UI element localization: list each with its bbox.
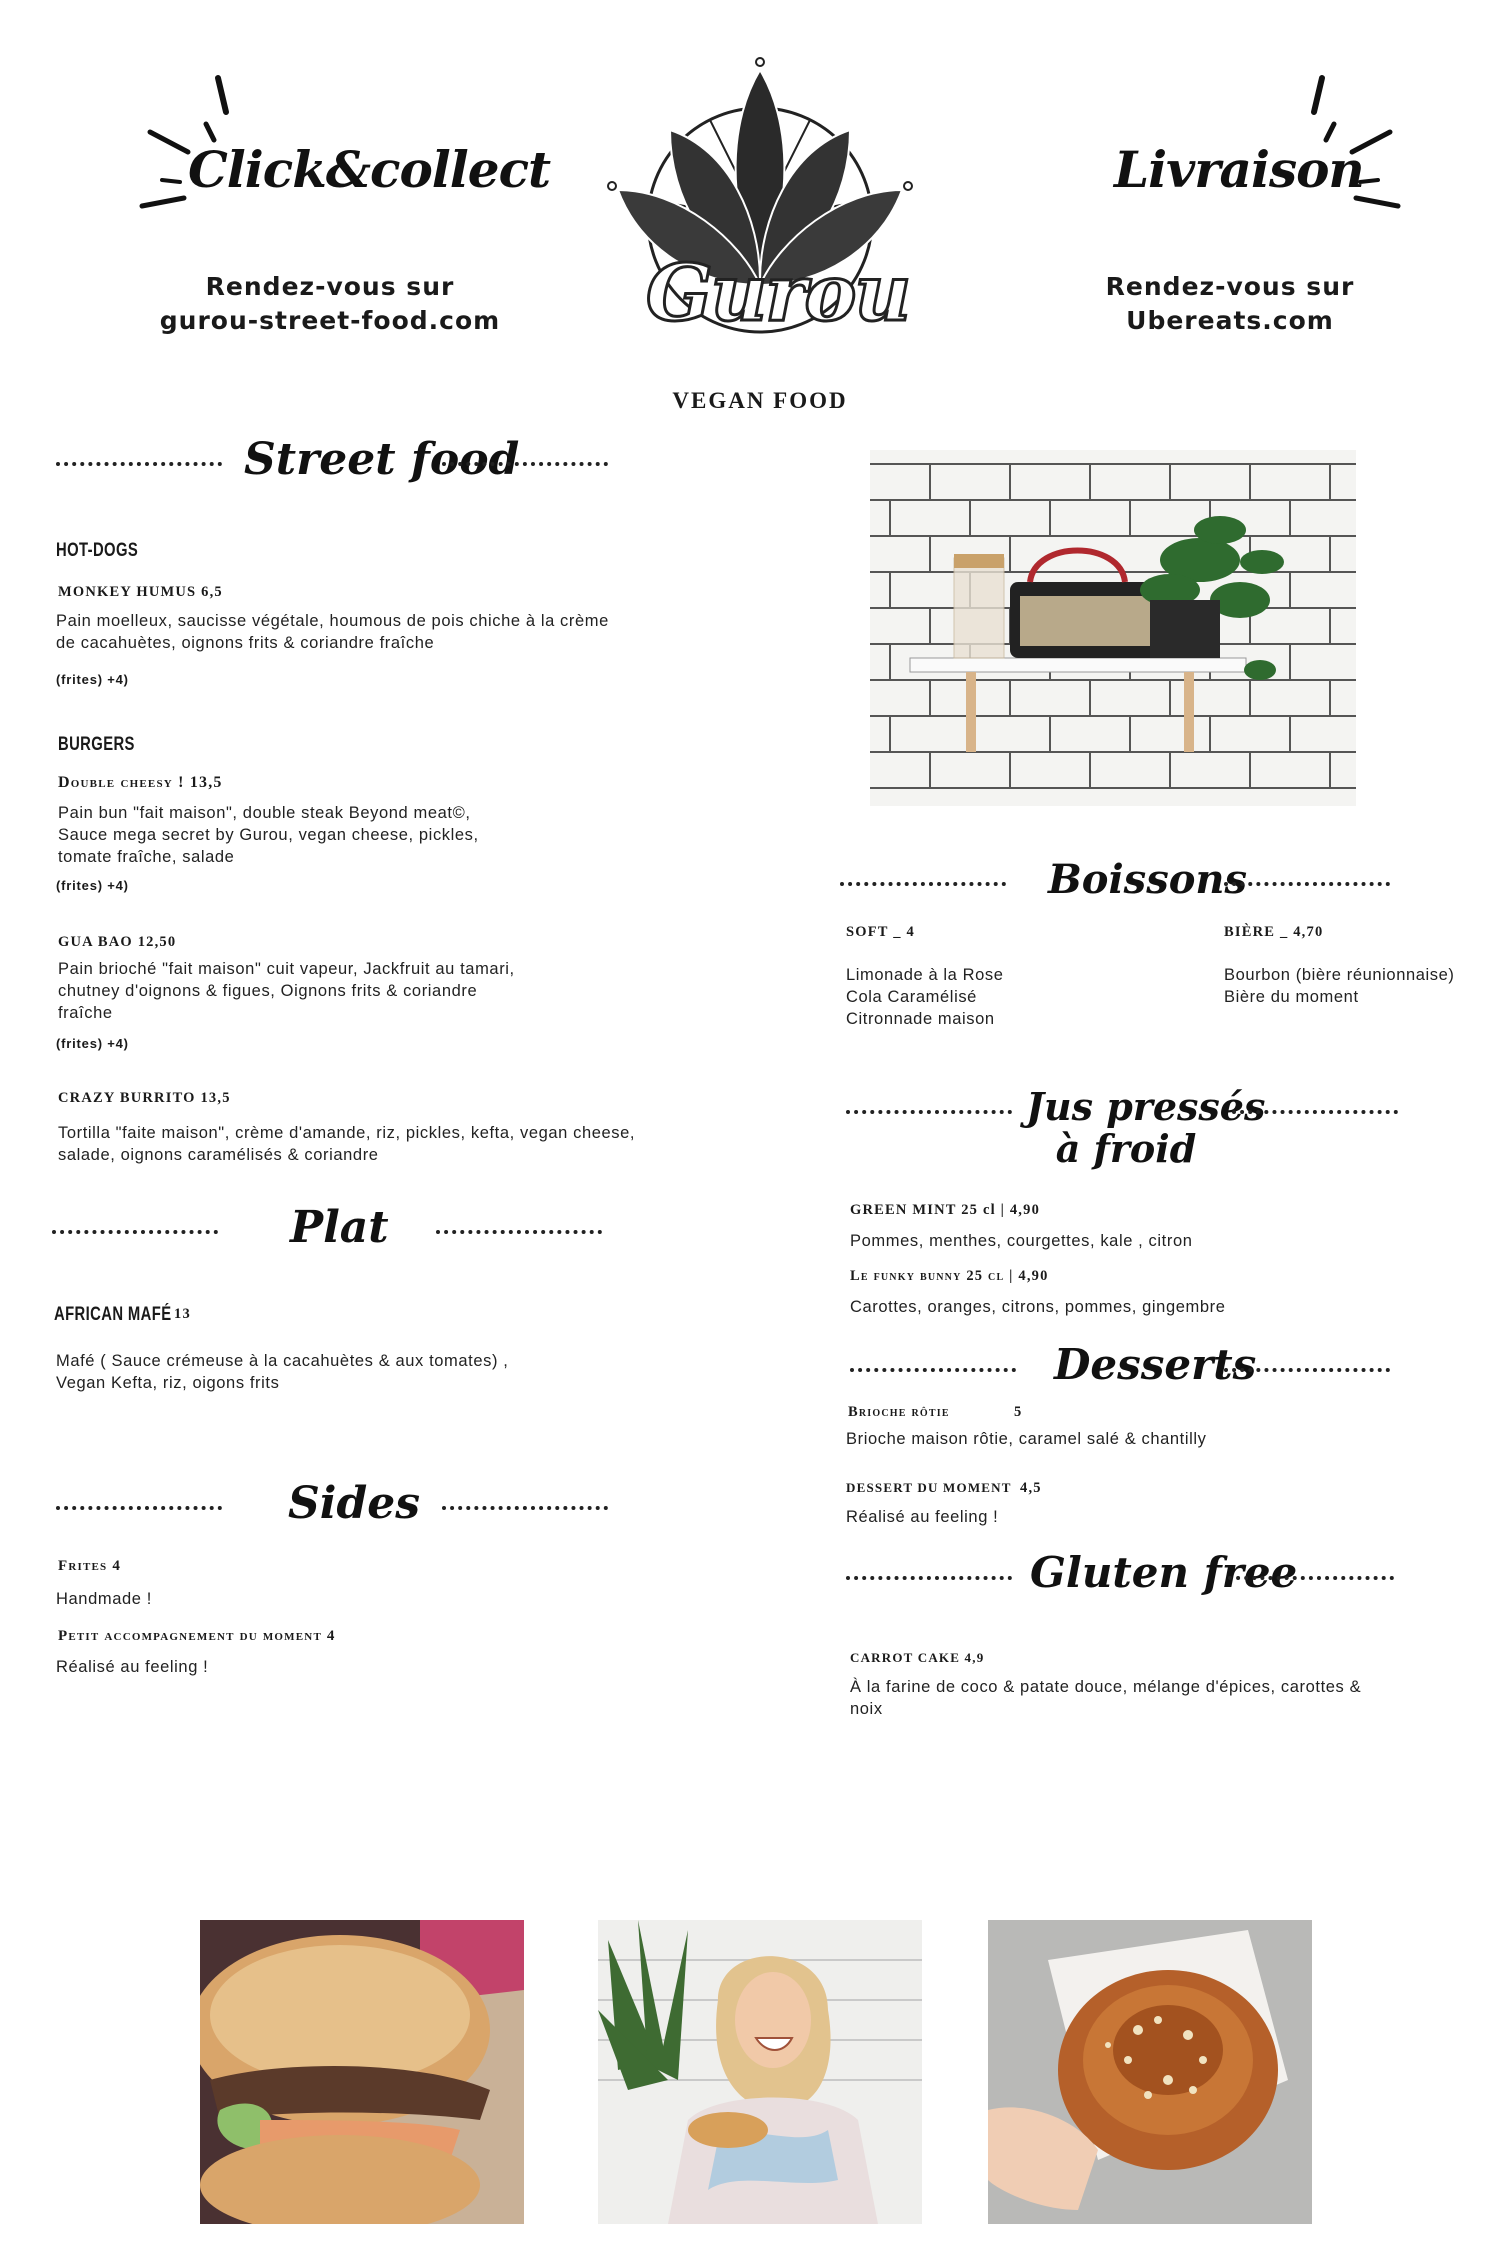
- burger-photo: [200, 1920, 524, 2224]
- tiles-pattern: [870, 450, 1356, 806]
- item-description: Pommes, menthes, courgettes, kale , citron: [850, 1232, 1193, 1250]
- soft-list: Limonade à la Rose Cola Caramélisé Citronnade maison: [846, 966, 1004, 1028]
- divider-dots: [850, 1368, 1016, 1372]
- divider-dots: [846, 1110, 1012, 1114]
- section-title-boissons: Boissons: [1048, 856, 1248, 903]
- item-note: (frites) +4): [56, 672, 129, 687]
- divider-dots: [846, 1576, 1012, 1580]
- section-title-sides: Sides: [288, 1478, 421, 1529]
- brioche-photo: [988, 1920, 1312, 2224]
- burger-illustration: [200, 1920, 524, 2224]
- item-description: Handmade !: [56, 1590, 152, 1608]
- click-collect-block: [130, 60, 551, 350]
- item-description: Mafé ( Sauce crémeuse à la cacahuètes & aux tomates) , Vegan Kefta, riz, oigons frits: [56, 1352, 509, 1392]
- item-description: À la farine de coco & patate douce, mélange d'épices, carottes & noix: [850, 1678, 1362, 1718]
- shelf-photo: [870, 450, 1356, 806]
- divider-dots: [436, 1230, 602, 1234]
- divider-dots: [1224, 882, 1390, 886]
- item-brioche-rotie: Brioche rôtie: [848, 1404, 950, 1420]
- item-african-mafe: AFRICAN MAFÉ: [54, 1304, 172, 1325]
- item-gua-bao: GUA BAO 12,50: [58, 934, 177, 950]
- livraison-text: Rendez-vous sur Ubereats.com: [1105, 272, 1355, 335]
- livraison-block: [1030, 60, 1430, 350]
- divider-dots: [1224, 1368, 1390, 1372]
- item-frites: Frites 4: [58, 1558, 122, 1574]
- brioche-illustration: [988, 1920, 1312, 2224]
- section-title-street-food: Street food: [244, 434, 520, 485]
- section-title-plat: Plat: [290, 1202, 389, 1253]
- divider-dots: [56, 1506, 222, 1510]
- divider-dots: [442, 462, 608, 466]
- item-price: 13: [174, 1306, 191, 1322]
- woman-illustration: [598, 1920, 922, 2224]
- item-dessert-du-moment: DESSERT DU MOMENT: [846, 1480, 1012, 1495]
- item-petit-accompagnement: Petit accompagnement du moment 4: [58, 1628, 336, 1644]
- logo-tagline: VEGAN FOOD: [672, 388, 848, 413]
- divider-dots: [52, 1230, 218, 1234]
- item-funky-bunny: Le funky bunny 25 cl | 4,90: [850, 1268, 1049, 1284]
- item-green-mint: GREEN MINT 25 cl | 4,90: [850, 1202, 1041, 1218]
- logo-wordmark: Gurou: [646, 248, 910, 339]
- logo: [600, 50, 920, 430]
- item-price: 5: [1014, 1404, 1023, 1420]
- divider-dots: [56, 462, 222, 466]
- item-note: (frites) +4): [56, 1036, 129, 1051]
- divider-dots: [1228, 1576, 1394, 1580]
- item-description: Pain moelleux, saucisse végétale, houmous de pois chiche à la crème de cacahuètes, oignons frits & coriandre fraîche: [56, 612, 609, 652]
- item-double-cheesy: Double cheesy ! 13,5: [58, 774, 223, 791]
- item-carrot-cake: CARROT CAKE 4,9: [850, 1650, 985, 1665]
- biere-list: Bourbon (bière réunionnaise) Bière du moment: [1224, 966, 1455, 1006]
- item-description: Pain bun "fait maison", double steak Beyond meat©, Sauce mega secret by Gurou, vegan cheese, pickles, tomate fraîche, salade: [58, 804, 479, 866]
- divider-dots: [840, 882, 1006, 886]
- item-crazy-burrito: CRAZY BURRITO 13,5: [58, 1090, 231, 1106]
- section-title-desserts: Desserts: [1054, 1340, 1257, 1389]
- click-collect-text: Rendez-vous sur gurou-street-food.com: [159, 272, 501, 335]
- divider-dots: [1232, 1110, 1398, 1114]
- item-description: Tortilla "faite maison", crème d'amande, riz, pickles, kefta, vegan cheese, salade, oignons caramélisés & coriandre: [58, 1124, 636, 1164]
- item-description: Carottes, oranges, citrons, pommes, gingembre: [850, 1298, 1226, 1316]
- item-price: 4,5: [1020, 1480, 1042, 1496]
- woman-eating-photo: [598, 1920, 922, 2224]
- category-burgers: BURGERS: [58, 734, 135, 755]
- category-hot-dogs: HOT-DOGS: [56, 540, 139, 561]
- livraison-title: Livraison: [1114, 140, 1364, 199]
- item-description: Réalisé au feeling !: [56, 1658, 209, 1676]
- item-note: (frites) +4): [56, 878, 129, 893]
- item-biere: BIÈRE _ 4,70: [1224, 924, 1324, 940]
- section-title-jus: Jus pressés à froid: [1026, 1084, 1266, 1171]
- item-description: Réalisé au feeling !: [846, 1508, 999, 1526]
- section-title-gluten-free: Gluten free: [1030, 1548, 1298, 1597]
- item-description: Pain brioché "fait maison" cuit vapeur, Jackfruit au tamari, chutney d'oignons & figues, Oignons frits & coriandre fraîche: [58, 960, 515, 1022]
- item-description: Brioche maison rôtie, caramel salé & chantilly: [846, 1430, 1207, 1448]
- click-collect-title: Click&collect: [188, 140, 551, 199]
- divider-dots: [442, 1506, 608, 1510]
- item-monkey-humus: MONKEY HUMUS 6,5: [58, 584, 223, 600]
- item-soft: SOFT _ 4: [846, 924, 915, 940]
